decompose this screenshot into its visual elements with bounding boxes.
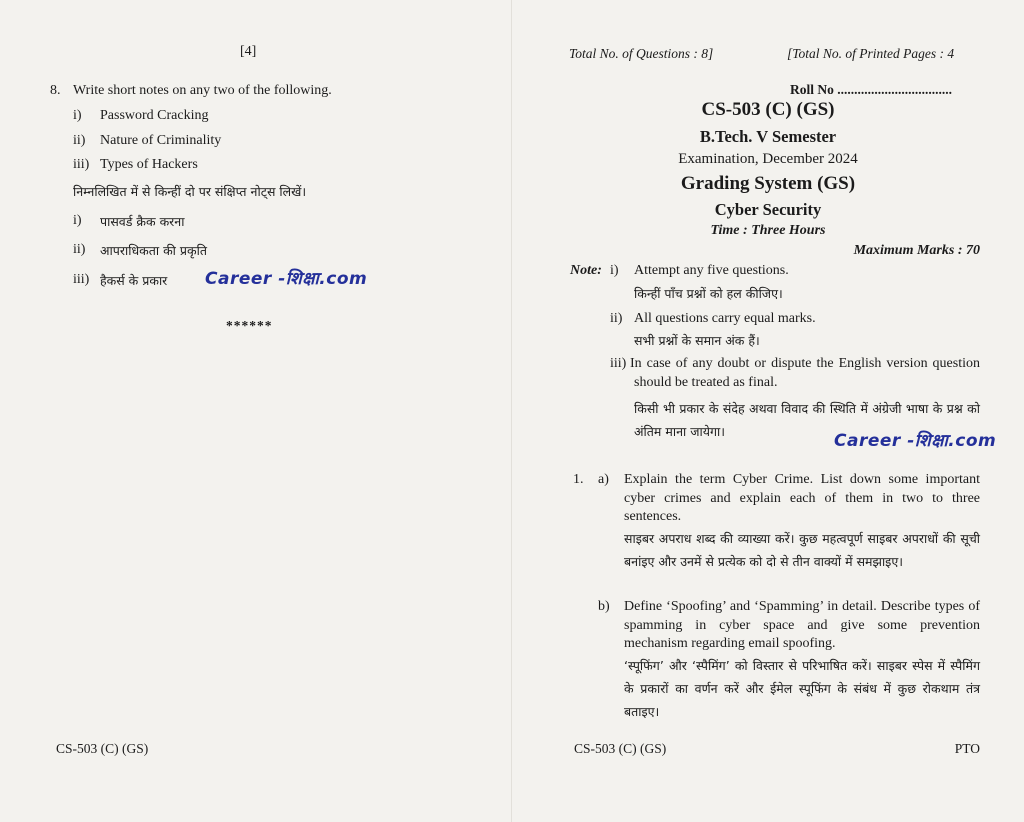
- q8-hindi-item-text: पासवर्ड क्रैक करना: [100, 214, 185, 229]
- note-text-hindi: किसी भी प्रकार के संदेह अथवा विवाद की स्थिति में अंग्रेजी भाषा के प्रश्न को अंतिम माना जायेगा।: [634, 401, 980, 439]
- question-8-text: Write short notes on any two of the following.: [73, 83, 332, 98]
- q8-hindi-item-num: iii): [73, 272, 90, 287]
- roll-no: Roll No ..................................: [790, 82, 952, 97]
- note-num: i): [610, 263, 619, 278]
- question-1b-text: Define ‘Spoofing’ and ‘Spamming’ in detail. Describe types of spamming in cyber space and give some prevention mechanism regarding email spoofing.: [624, 599, 980, 651]
- page-number: [4]: [240, 44, 257, 59]
- note-text-hindi: किन्हीं पाँच प्रश्नों को हल कीजिए।: [634, 286, 783, 301]
- question-1a-text: Explain the term Cyber Crime. List down some important cyber crimes and explain each of them in two to three sentences.: [624, 472, 980, 524]
- q8-item-text: Password Cracking: [100, 108, 209, 123]
- paper-code: CS-503 (C) (GS): [701, 99, 835, 120]
- note-text: Attempt any five questions.: [634, 263, 789, 278]
- note-text: All questions carry equal marks.: [634, 311, 816, 326]
- q8-item-text: Types of Hackers: [100, 157, 198, 172]
- right-page: [512, 0, 1024, 822]
- question-1b-text-hindi: ‘स्पूफिंग’ और ‘स्पैमिंग’ को विस्तार से परिभाषित करें। साइबर स्पेस में स्पैमिंग के प्रकारों का वर्णन करें और ईमेल स्पूफिंग के संबंध में कुछ रोकथाम तंत्र बताइए।: [624, 658, 980, 719]
- q8-hindi-item-text: हैकर्स के प्रकार: [100, 273, 168, 288]
- note-num: ii): [610, 311, 623, 326]
- total-questions: Total No. of Questions : 8]: [569, 46, 714, 61]
- note-text-hindi: सभी प्रश्नों के समान अंक हैं।: [634, 333, 760, 348]
- exam-session: Examination, December 2024: [678, 151, 858, 167]
- footer-code: CS-503 (C) (GS): [56, 741, 149, 756]
- q8-item-text: Nature of Criminality: [100, 133, 222, 148]
- q8-hindi-item-num: i): [73, 213, 82, 228]
- time-limit: Time : Three Hours: [710, 223, 826, 238]
- question-part-label: a): [598, 472, 609, 487]
- note-label: Note:: [570, 263, 602, 278]
- q8-item-num: ii): [73, 133, 86, 148]
- course-title: B.Tech. V Semester: [699, 127, 837, 146]
- footer-code: CS-503 (C) (GS): [574, 741, 667, 756]
- question-8-text-hindi: निम्नलिखित में से किन्हीं दो पर संक्षिप्त नोट्स लिखें।: [73, 184, 307, 199]
- question-8-number: 8.: [50, 83, 61, 98]
- grading-system: Grading System (GS): [680, 173, 856, 194]
- note-text: In case of any doubt or dispute the English version question should be treated as final.: [630, 356, 980, 390]
- question-1-number: 1.: [573, 472, 584, 487]
- total-pages: [Total No. of Printed Pages : 4: [787, 46, 955, 61]
- q8-hindi-item-num: ii): [73, 242, 86, 257]
- note-num: iii): [610, 356, 627, 371]
- watermark-logo: Career -शिक्षा.com: [205, 269, 368, 289]
- question-part-label: b): [598, 599, 610, 614]
- question-1a-text-hindi: साइबर अपराध शब्द की व्याख्या करें। कुछ महत्वपूर्ण साइबर अपराधों की सूची बनांइए और उनमें से प्रत्येक को दो से तीन वाक्यों में समझाइए।: [624, 531, 980, 569]
- watermark-logo: Career -शिक्षा.com: [834, 431, 997, 451]
- subject-title: Cyber Security: [714, 200, 822, 219]
- q8-hindi-item-text: आपराधिकता की प्रकृति: [100, 243, 207, 258]
- end-mark: ******: [226, 318, 273, 333]
- footer-pto: PTO: [954, 741, 980, 756]
- q8-item-num: iii): [73, 157, 90, 172]
- max-marks: Maximum Marks : 70: [853, 243, 980, 258]
- q8-item-num: i): [73, 108, 82, 123]
